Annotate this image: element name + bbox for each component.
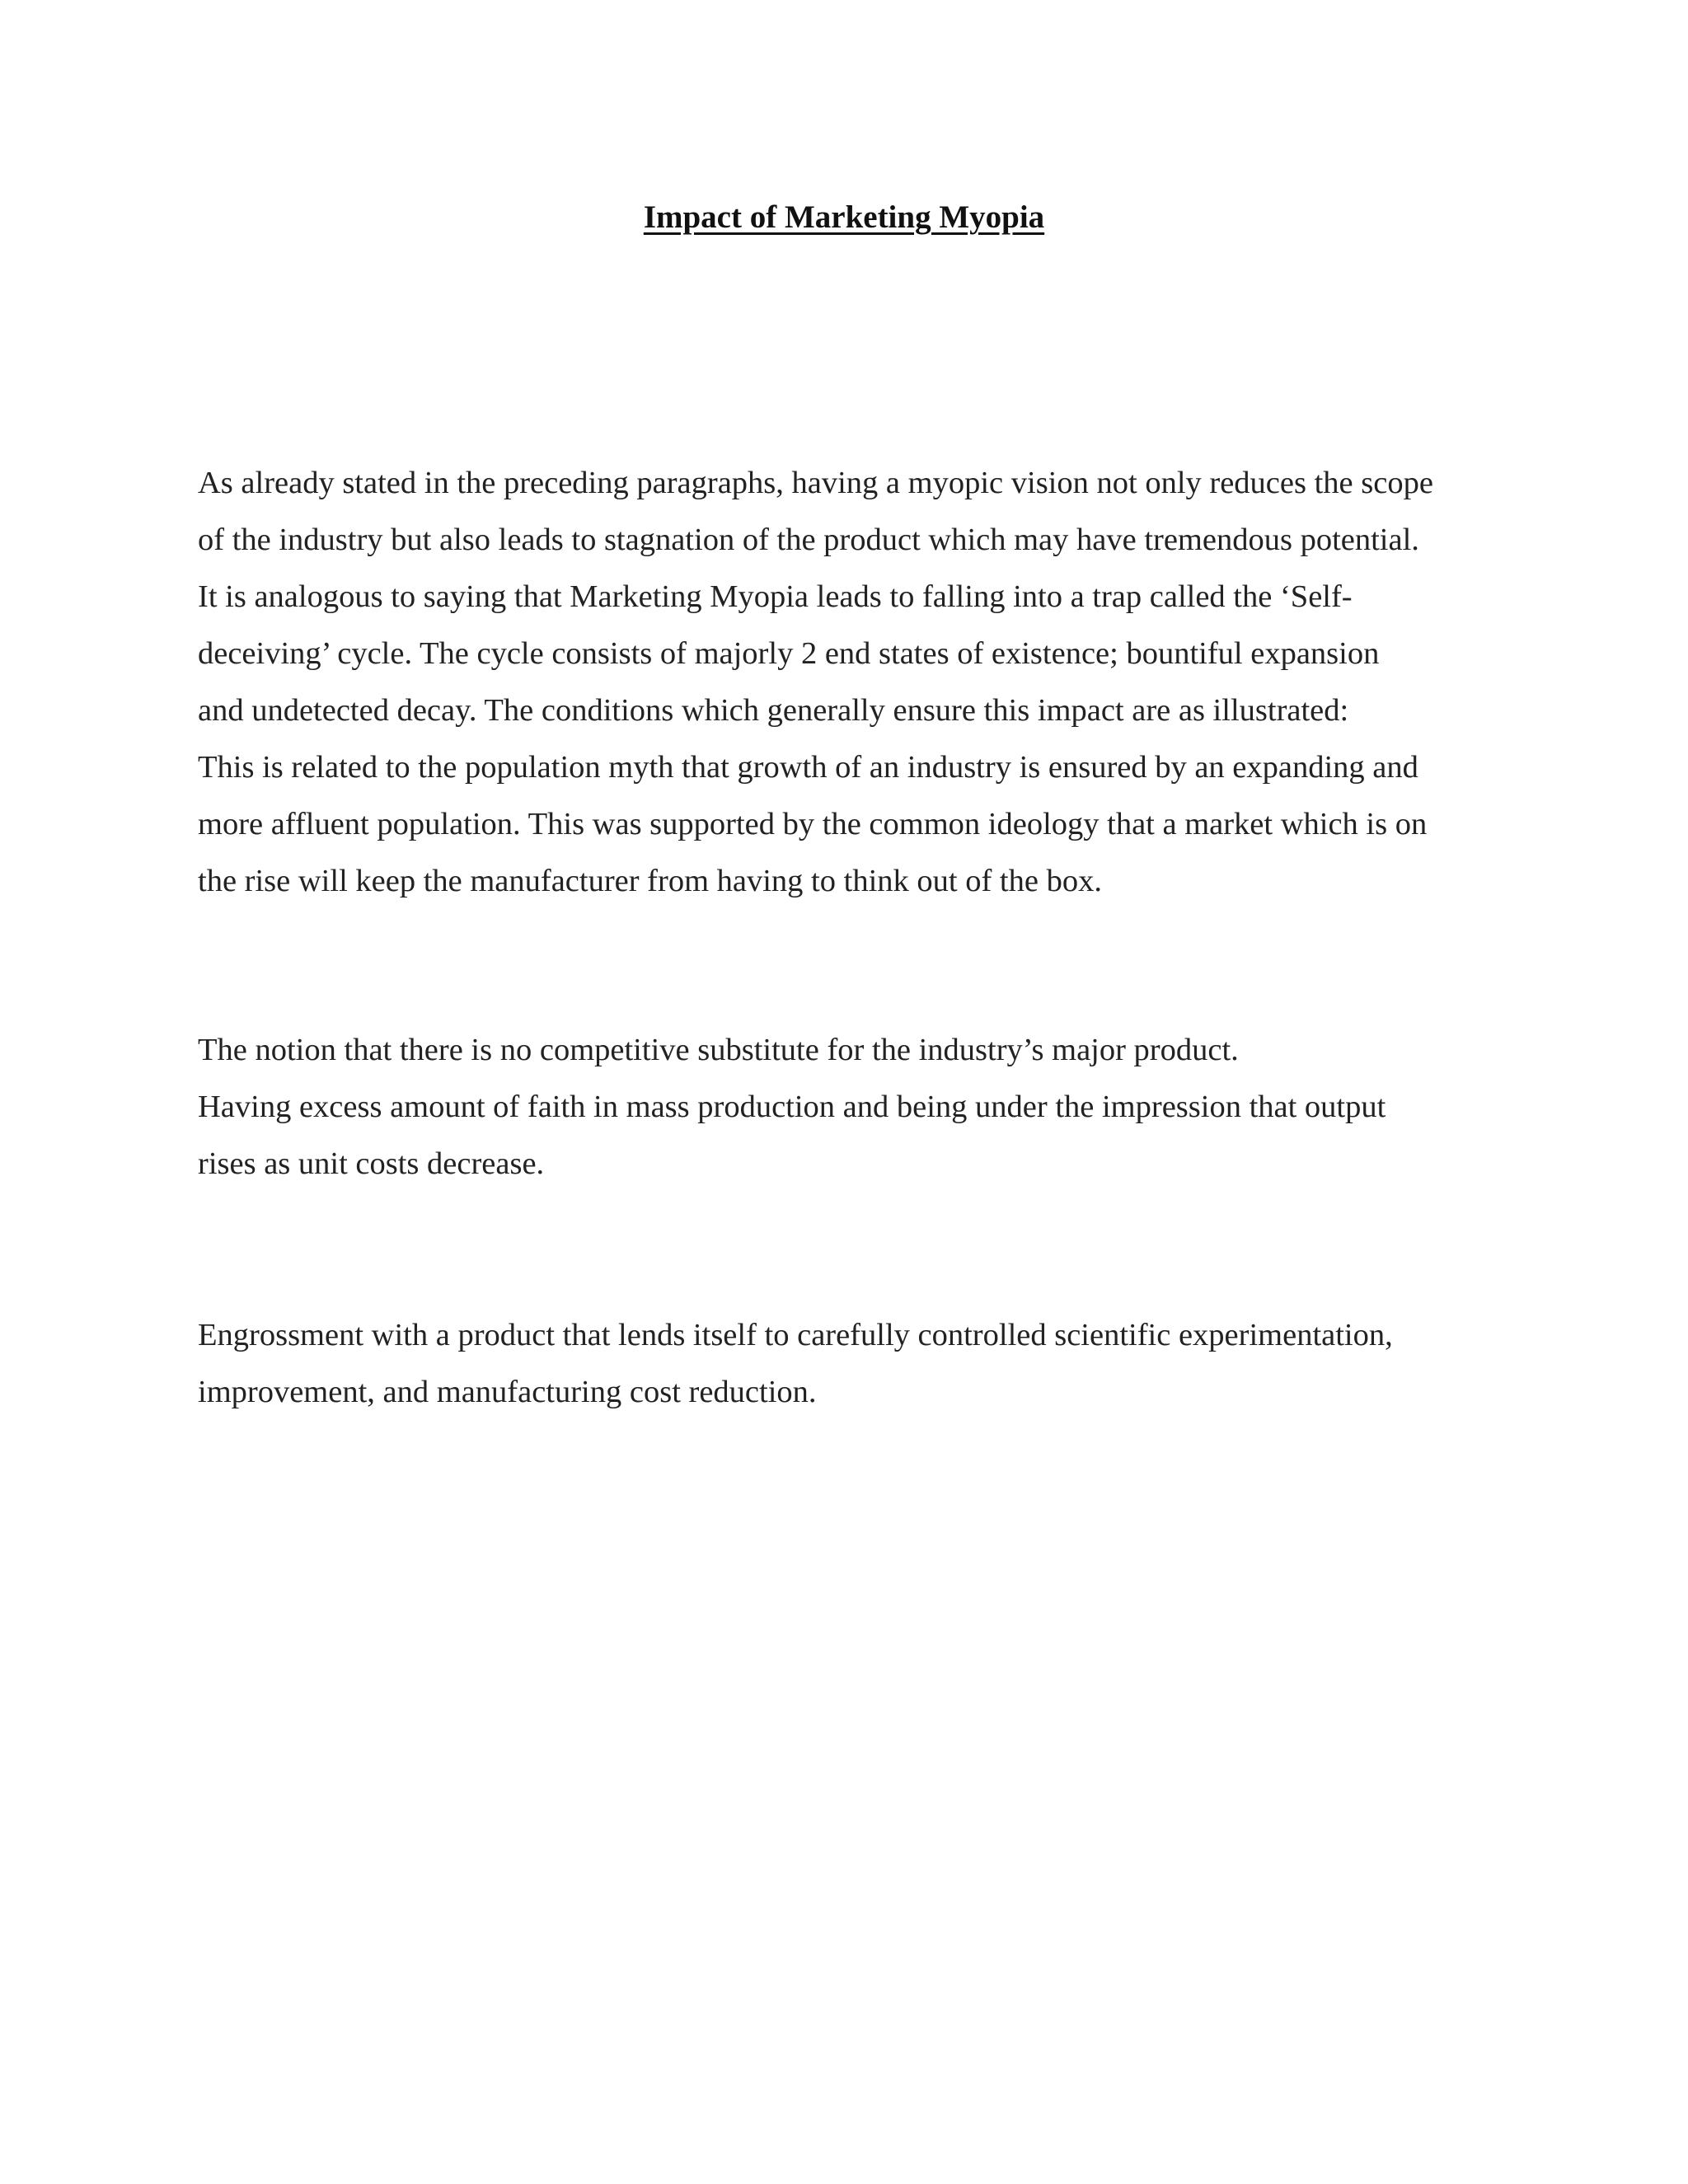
paragraph-line: rises as unit costs decrease.	[198, 1146, 545, 1181]
paragraph-line: This is related to the population myth that growth of an industry is ensured by an expanding and	[198, 750, 1418, 785]
paragraph-line: and undetected decay. The conditions which generally ensure this impact are as illustrated:	[198, 693, 1349, 728]
paragraph-line: of the industry but also leads to stagnation of the product which may have tremendous potential.	[198, 523, 1419, 557]
paragraph-line: improvement, and manufacturing cost reduction.	[198, 1375, 817, 1409]
paragraph-line: the rise will keep the manufacturer from having to think out of the box.	[198, 864, 1102, 898]
paragraph-line: It is analogous to saying that Marketing Myopia leads to falling into a trap called the ‘Self-	[198, 579, 1353, 614]
paragraph-line: Having excess amount of faith in mass production and being under the impression that output	[198, 1090, 1386, 1124]
paragraph-line: more affluent population. This was supported by the common ideology that a market which is on	[198, 807, 1428, 841]
paragraph-substitute-and-mass-production	[198, 1022, 1533, 1193]
paragraph-intro	[198, 455, 1533, 910]
paragraph-line: As already stated in the preceding paragraphs, having a myopic vision not only reduces the scope	[198, 466, 1433, 500]
paragraph-line: The notion that there is no competitive substitute for the industry’s major product.	[198, 1033, 1239, 1067]
document-title: Impact of Marketing Myopia	[643, 199, 1045, 235]
paragraph-line: Engrossment with a product that lends itself to carefully controlled scientific experimentation,	[198, 1318, 1393, 1352]
paragraph-engrossment	[198, 1307, 1533, 1421]
paragraph-line: deceiving’ cycle. The cycle consists of majorly 2 end states of existence; bountiful expansion	[198, 636, 1380, 671]
